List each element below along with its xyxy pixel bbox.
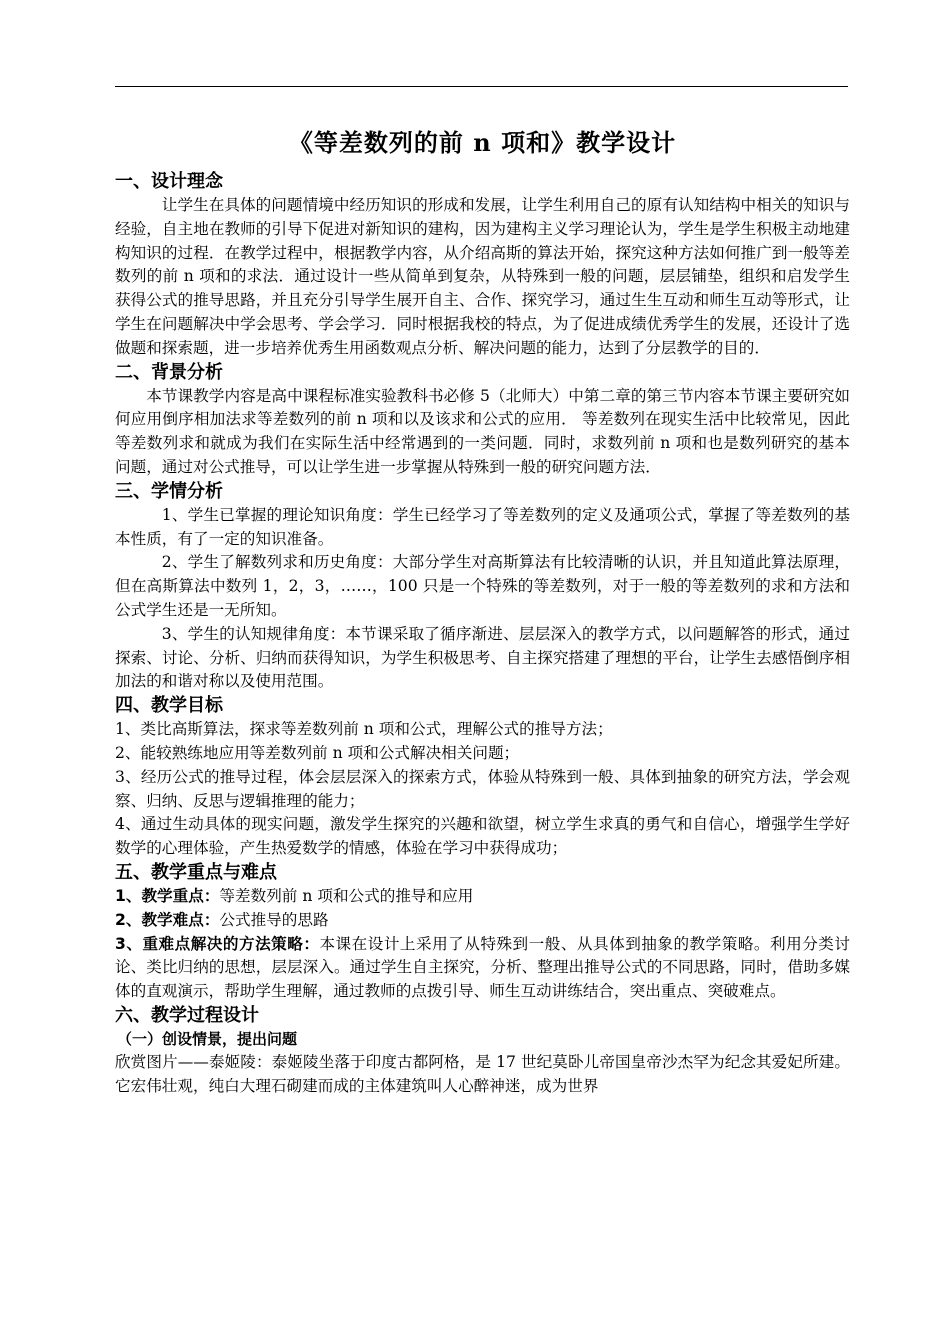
- section-heading-background: 二、背景分析: [115, 361, 223, 383]
- objective-item: 1、类比高斯算法，探求等差数列前 n 项和公式，理解公式的推导方法；: [115, 720, 613, 739]
- section-heading-learner-analysis: 三、学情分析: [115, 480, 223, 502]
- key-point-strategy-text: 本课在设计上采用了从特殊到一般、从具体到抽象的教学策略。利用分类讨论、类比归纳的思想，层层深入。通过学生自主探究，分析、整理出推导公式的不同思路，同时，借助多媒体的直观演示，帮助学生理解，通过教师的点拨引导、师生互动讲练结合，突出重点、突破难点。: [115, 934, 850, 1001]
- objective-item: 4、通过生动具体的现实问题，激发学生探究的兴趣和欲望，树立学生求真的勇气和自信心，增强学生学好数学的心理体验，产生热爱数学的情感，体验在学习中获得成功；: [115, 815, 850, 858]
- section-heading-design-concept: 一、设计理念: [115, 171, 223, 192]
- paragraph-learner-analysis-1: 1、学生已掌握的理论知识角度：学生已经学习了等差数列的定义及通项公式，掌握了等差数列的基本性质，有了一定的知识准备。: [115, 505, 850, 548]
- key-point-strategy-label: 3、重难点解决的方法策略：: [115, 934, 320, 953]
- header-rule: [115, 86, 848, 87]
- key-point-focus-text: 等差数列前 n 项和公式的推导和应用: [219, 886, 474, 905]
- key-point-focus: [115, 885, 850, 909]
- paragraph-design-concept: 让学生在具体的问题情境中经历知识的形成和发展，让学生利用自己的原有认知结构中相关的知识与经验，自主地在教师的引导下促进对新知识的建构，因为建构主义学习理论认为，学生是学生积极主动地建构知识的过程．在教学过程中，根据教学内容，从介绍高斯的算法开始，探究这种方法如何推广到一般等差数列的前 n 项和的求法．通过设计一些从简单到复杂，从特殊到一般的问题，层层铺垫，组织和启发学生获得公式的推导思路，并且充分引导学生展开自主、合作、探究学习，通过生生互动和师生互动等形式，让学生在问题解决中学会思考、学会学习．同时根据我校的特点，为了促进成绩优秀学生的发展，还设计了选做题和探索题，进一步培养优秀生用函数观点分析、解决问题的能力，达到了分层教学的目的．: [115, 196, 850, 357]
- objective-item: 2、能较熟练地应用等差数列前 n 项和公式解决相关问题；: [115, 743, 520, 762]
- paragraph-learner-analysis-3: 3、学生的认知规律角度：本节课采取了循序渐进、层层深入的教学方式，以问题解答的形式，通过探索、讨论、分析、归纳而获得知识，为学生积极思考、自主探究搭建了理想的平台，让学生去感悟倒序相加法的和谐对称以及使用范围。: [115, 624, 850, 691]
- key-point-focus-label: 1、教学重点：: [115, 886, 220, 905]
- document-title: 《等差数列的前 n 项和》教学设计: [288, 128, 677, 157]
- paragraph-learner-analysis-2: 2、学生了解数列求和历史角度：大部分学生对高斯算法有比较清晰的认识，并且知道此算法原理，但在高斯算法中数列 1，2，3，……，100 只是一个特殊的等差数列，对于一般的等差数列的求和方法和公式学生还是一无所知。: [115, 553, 850, 619]
- section-heading-objectives: 四、教学目标: [115, 695, 223, 717]
- section-heading-key-points: 五、教学重点与难点: [115, 861, 277, 883]
- section-heading-process: 六、教学过程设计: [115, 1004, 259, 1026]
- document-page: [115, 126, 850, 1099]
- paragraph-scenario: 欣赏图片——泰姬陵：泰姬陵坐落于印度古都阿格，是 17 世纪莫卧儿帝国皇帝沙杰罕为纪念其爱妃所建。它宏伟壮观，纯白大理石砌建而成的主体建筑叫人心醉神迷，成为世界: [115, 1052, 850, 1095]
- subsection-heading-scenario: （一）创设情景，提出问题: [117, 1029, 298, 1048]
- key-point-difficulty-label: 2、教学难点：: [115, 910, 220, 929]
- paragraph-background: 本节课教学内容是高中课程标准实验教科书必修 5（北师大）中第二章的第三节内容本节课主要研究如何应用倒序相加法求等差数列的前 n 项和以及该求和公式的应用． 等差数列在现实生活中比较常见，因此等差数列求和就成为我们在实际生活中经常遇到的一类问题．同时，求数列前 n 项和也是数列研究的基本问题，通过对公式推导，可以让学生进一步掌握从特殊到一般的研究问题方法．: [115, 386, 850, 476]
- objective-item: 3、经历公式的推导过程，体会层层深入的探索方式，体验从特殊到一般、具体到抽象的研究方法，学会观察、归纳、反思与逻辑推理的能力；: [115, 767, 850, 810]
- key-point-difficulty-text: 公式推导的思路: [219, 910, 329, 929]
- key-point-difficulty: [115, 909, 850, 933]
- key-point-strategy: [115, 933, 850, 1004]
